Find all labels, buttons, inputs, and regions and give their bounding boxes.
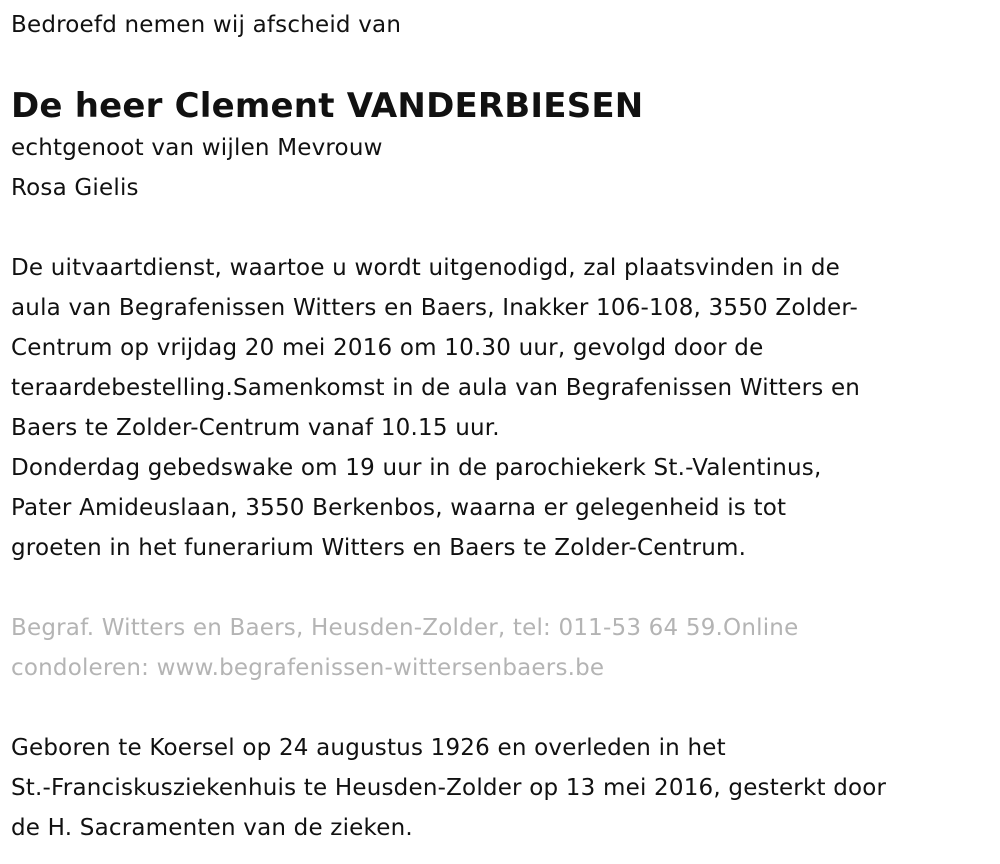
ceremony-line: Donderdag gebedswake om 19 uur in de parochiekerk St.-Valentinus,: [11, 455, 822, 481]
ceremony-line: Pater Amideuslaan, 3550 Berkenbos, waarna er gelegenheid is tot: [11, 495, 787, 521]
ceremony-line: Baers te Zolder-Centrum vanaf 10.15 uur.: [11, 415, 500, 441]
funeral-home-contact: [11, 608, 990, 688]
ceremony-line: groeten in het funerarium Witters en Baers te Zolder-Centrum.: [11, 535, 747, 561]
ceremony-line: Centrum op vrijdag 20 mei 2016 om 10.30 uur, gevolgd door de: [11, 335, 764, 361]
spouse-name: Rosa Gielis: [11, 175, 139, 201]
ceremony-line: teraardebestelling.Samenkomst in de aula van Begrafenissen Witters en: [11, 375, 861, 401]
deceased-name: De heer Clement VANDERBIESEN: [11, 86, 644, 126]
ceremony-line: De uitvaartdienst, waartoe u wordt uitgenodigd, zal plaatsvinden in de: [11, 255, 841, 281]
birth-line: St.-Franciskusziekenhuis te Heusden-Zolder op 13 mei 2016, gesterkt door: [11, 775, 887, 801]
spouse-line: echtgenoot van wijlen Mevrouw: [11, 135, 383, 161]
ceremony-line: aula van Begrafenissen Witters en Baers, Inakker 106-108, 3550 Zolder-: [11, 295, 859, 321]
spouse-block: [11, 128, 990, 208]
birth-line: Geboren te Koersel op 24 augustus 1926 en overleden in het: [11, 735, 726, 761]
birth-line: de H. Sacramenten van de zieken.: [11, 815, 413, 841]
contact-line: condoleren: www.begrafenissen-wittersenbaers.be: [11, 655, 605, 681]
birth-death-paragraph: [11, 728, 990, 848]
ceremony-paragraph: [11, 248, 990, 568]
contact-line: Begraf. Witters en Baers, Heusden-Zolder, tel: 011-53 64 59.Online: [11, 615, 799, 641]
intro-line: Bedroefd nemen wij afscheid van: [11, 12, 402, 38]
